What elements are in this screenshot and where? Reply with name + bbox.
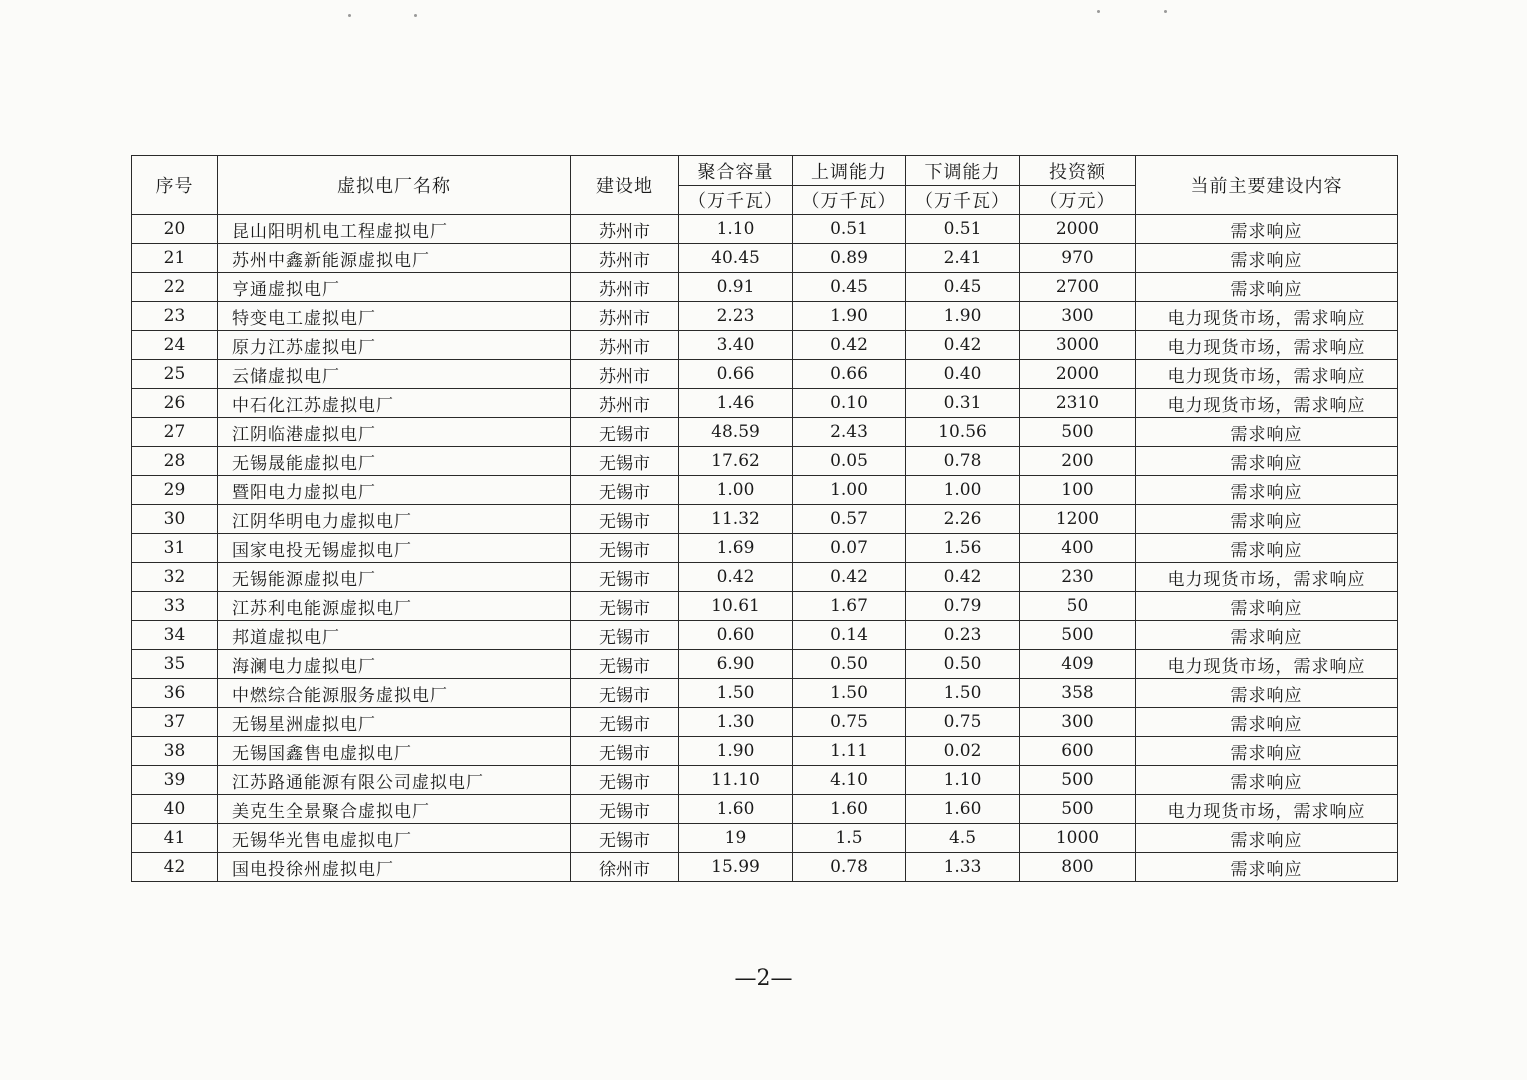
cell-name: 无锡国鑫售电虚拟电厂 bbox=[218, 737, 571, 766]
cell-capacity: 11.32 bbox=[679, 505, 793, 534]
cell-investment: 300 bbox=[1020, 708, 1136, 737]
cell-capacity: 15.99 bbox=[679, 853, 793, 882]
cell-location: 无锡市 bbox=[571, 708, 679, 737]
cell-down: 0.31 bbox=[906, 389, 1020, 418]
cell-location: 无锡市 bbox=[571, 650, 679, 679]
cell-index: 40 bbox=[132, 795, 218, 824]
cell-down: 0.50 bbox=[906, 650, 1020, 679]
table-row bbox=[132, 244, 1398, 273]
cell-location: 无锡市 bbox=[571, 418, 679, 447]
table-row bbox=[132, 215, 1398, 244]
cell-down: 1.00 bbox=[906, 476, 1020, 505]
header-down-capacity: 下调能力 bbox=[906, 156, 1020, 186]
cell-location: 苏州市 bbox=[571, 273, 679, 302]
cell-investment: 1200 bbox=[1020, 505, 1136, 534]
cell-investment: 50 bbox=[1020, 592, 1136, 621]
scan-speck bbox=[1164, 10, 1167, 13]
cell-down: 0.42 bbox=[906, 563, 1020, 592]
cell-up: 2.43 bbox=[793, 418, 906, 447]
cell-index: 32 bbox=[132, 563, 218, 592]
cell-down: 0.78 bbox=[906, 447, 1020, 476]
cell-content: 电力现货市场，需求响应 bbox=[1136, 331, 1398, 360]
cell-location: 无锡市 bbox=[571, 737, 679, 766]
cell-content: 需求响应 bbox=[1136, 737, 1398, 766]
cell-down: 0.45 bbox=[906, 273, 1020, 302]
scan-speck bbox=[414, 14, 417, 17]
cell-down: 2.41 bbox=[906, 244, 1020, 273]
header-up-unit: （万千瓦） bbox=[793, 186, 906, 215]
cell-down: 10.56 bbox=[906, 418, 1020, 447]
table-row bbox=[132, 795, 1398, 824]
cell-investment: 500 bbox=[1020, 621, 1136, 650]
cell-investment: 358 bbox=[1020, 679, 1136, 708]
cell-content: 需求响应 bbox=[1136, 505, 1398, 534]
cell-location: 无锡市 bbox=[571, 679, 679, 708]
cell-capacity: 0.42 bbox=[679, 563, 793, 592]
cell-location: 无锡市 bbox=[571, 476, 679, 505]
cell-down: 1.33 bbox=[906, 853, 1020, 882]
cell-name: 昆山阳明机电工程虚拟电厂 bbox=[218, 215, 571, 244]
cell-location: 无锡市 bbox=[571, 534, 679, 563]
cell-down: 4.5 bbox=[906, 824, 1020, 853]
cell-down: 0.40 bbox=[906, 360, 1020, 389]
cell-investment: 230 bbox=[1020, 563, 1136, 592]
cell-investment: 800 bbox=[1020, 853, 1136, 882]
header-row bbox=[132, 156, 1398, 186]
cell-up: 0.10 bbox=[793, 389, 906, 418]
cell-name: 原力江苏虚拟电厂 bbox=[218, 331, 571, 360]
table-row bbox=[132, 447, 1398, 476]
header-down-unit: （万千瓦） bbox=[906, 186, 1020, 215]
cell-index: 34 bbox=[132, 621, 218, 650]
cell-content: 需求响应 bbox=[1136, 766, 1398, 795]
cell-content: 需求响应 bbox=[1136, 592, 1398, 621]
cell-capacity: 17.62 bbox=[679, 447, 793, 476]
cell-content: 电力现货市场，需求响应 bbox=[1136, 302, 1398, 331]
cell-content: 需求响应 bbox=[1136, 853, 1398, 882]
table-row bbox=[132, 621, 1398, 650]
cell-up: 4.10 bbox=[793, 766, 906, 795]
cell-capacity: 0.60 bbox=[679, 621, 793, 650]
cell-capacity: 1.30 bbox=[679, 708, 793, 737]
cell-investment: 2700 bbox=[1020, 273, 1136, 302]
scan-speck bbox=[1097, 10, 1100, 13]
cell-index: 23 bbox=[132, 302, 218, 331]
cell-location: 无锡市 bbox=[571, 505, 679, 534]
cell-down: 0.51 bbox=[906, 215, 1020, 244]
cell-name: 国家电投无锡虚拟电厂 bbox=[218, 534, 571, 563]
cell-name: 中燃综合能源服务虚拟电厂 bbox=[218, 679, 571, 708]
cell-index: 27 bbox=[132, 418, 218, 447]
cell-up: 1.90 bbox=[793, 302, 906, 331]
table-row bbox=[132, 737, 1398, 766]
cell-content: 电力现货市场，需求响应 bbox=[1136, 650, 1398, 679]
cell-name: 江阴临港虚拟电厂 bbox=[218, 418, 571, 447]
cell-capacity: 1.10 bbox=[679, 215, 793, 244]
cell-index: 28 bbox=[132, 447, 218, 476]
header-capacity: 聚合容量 bbox=[679, 156, 793, 186]
cell-index: 42 bbox=[132, 853, 218, 882]
cell-index: 21 bbox=[132, 244, 218, 273]
cell-up: 0.42 bbox=[793, 563, 906, 592]
cell-down: 1.10 bbox=[906, 766, 1020, 795]
cell-investment: 400 bbox=[1020, 534, 1136, 563]
cell-name: 江阴华明电力虚拟电厂 bbox=[218, 505, 571, 534]
cell-location: 无锡市 bbox=[571, 563, 679, 592]
cell-down: 0.23 bbox=[906, 621, 1020, 650]
cell-location: 苏州市 bbox=[571, 302, 679, 331]
cell-up: 0.14 bbox=[793, 621, 906, 650]
cell-content: 需求响应 bbox=[1136, 708, 1398, 737]
cell-capacity: 1.60 bbox=[679, 795, 793, 824]
cell-up: 1.67 bbox=[793, 592, 906, 621]
cell-location: 无锡市 bbox=[571, 447, 679, 476]
header-investment: 投资额 bbox=[1020, 156, 1136, 186]
cell-down: 1.50 bbox=[906, 679, 1020, 708]
cell-investment: 2310 bbox=[1020, 389, 1136, 418]
cell-content: 电力现货市场，需求响应 bbox=[1136, 563, 1398, 592]
cell-index: 37 bbox=[132, 708, 218, 737]
header-location: 建设地 bbox=[571, 156, 679, 215]
cell-investment: 500 bbox=[1020, 795, 1136, 824]
cell-location: 无锡市 bbox=[571, 592, 679, 621]
cell-name: 特变电工虚拟电厂 bbox=[218, 302, 571, 331]
cell-capacity: 6.90 bbox=[679, 650, 793, 679]
cell-capacity: 48.59 bbox=[679, 418, 793, 447]
cell-down: 1.56 bbox=[906, 534, 1020, 563]
cell-capacity: 1.69 bbox=[679, 534, 793, 563]
table-row bbox=[132, 592, 1398, 621]
cell-index: 25 bbox=[132, 360, 218, 389]
cell-capacity: 1.50 bbox=[679, 679, 793, 708]
cell-index: 33 bbox=[132, 592, 218, 621]
table-row bbox=[132, 534, 1398, 563]
cell-name: 无锡晟能虚拟电厂 bbox=[218, 447, 571, 476]
scan-speck bbox=[348, 14, 351, 17]
table-row bbox=[132, 331, 1398, 360]
cell-location: 无锡市 bbox=[571, 824, 679, 853]
cell-location: 无锡市 bbox=[571, 621, 679, 650]
cell-investment: 409 bbox=[1020, 650, 1136, 679]
cell-up: 0.42 bbox=[793, 331, 906, 360]
table-row bbox=[132, 650, 1398, 679]
cell-index: 24 bbox=[132, 331, 218, 360]
header-index: 序号 bbox=[132, 156, 218, 215]
cell-content: 需求响应 bbox=[1136, 476, 1398, 505]
cell-index: 41 bbox=[132, 824, 218, 853]
cell-investment: 200 bbox=[1020, 447, 1136, 476]
cell-down: 0.42 bbox=[906, 331, 1020, 360]
cell-location: 苏州市 bbox=[571, 331, 679, 360]
cell-name: 海澜电力虚拟电厂 bbox=[218, 650, 571, 679]
cell-investment: 970 bbox=[1020, 244, 1136, 273]
header-investment-unit: （万元） bbox=[1020, 186, 1136, 215]
cell-investment: 500 bbox=[1020, 766, 1136, 795]
table-row bbox=[132, 563, 1398, 592]
cell-capacity: 40.45 bbox=[679, 244, 793, 273]
table-row bbox=[132, 708, 1398, 737]
cell-location: 无锡市 bbox=[571, 795, 679, 824]
table-row bbox=[132, 766, 1398, 795]
cell-index: 26 bbox=[132, 389, 218, 418]
cell-capacity: 19 bbox=[679, 824, 793, 853]
page-number: —2— bbox=[734, 966, 793, 991]
cell-investment: 2000 bbox=[1020, 215, 1136, 244]
table-row bbox=[132, 853, 1398, 882]
cell-up: 0.45 bbox=[793, 273, 906, 302]
cell-up: 1.50 bbox=[793, 679, 906, 708]
cell-location: 苏州市 bbox=[571, 360, 679, 389]
header-content: 当前主要建设内容 bbox=[1136, 156, 1398, 215]
cell-investment: 100 bbox=[1020, 476, 1136, 505]
cell-content: 电力现货市场，需求响应 bbox=[1136, 389, 1398, 418]
cell-name: 无锡星洲虚拟电厂 bbox=[218, 708, 571, 737]
table-row bbox=[132, 679, 1398, 708]
cell-capacity: 0.66 bbox=[679, 360, 793, 389]
table-row bbox=[132, 389, 1398, 418]
cell-down: 0.02 bbox=[906, 737, 1020, 766]
cell-content: 需求响应 bbox=[1136, 244, 1398, 273]
cell-name: 苏州中鑫新能源虚拟电厂 bbox=[218, 244, 571, 273]
cell-up: 0.78 bbox=[793, 853, 906, 882]
cell-up: 0.89 bbox=[793, 244, 906, 273]
cell-name: 云储虚拟电厂 bbox=[218, 360, 571, 389]
cell-content: 需求响应 bbox=[1136, 679, 1398, 708]
cell-investment: 2000 bbox=[1020, 360, 1136, 389]
cell-investment: 500 bbox=[1020, 418, 1136, 447]
cell-content: 电力现货市场，需求响应 bbox=[1136, 795, 1398, 824]
cell-location: 苏州市 bbox=[571, 389, 679, 418]
cell-index: 36 bbox=[132, 679, 218, 708]
cell-index: 29 bbox=[132, 476, 218, 505]
table-row bbox=[132, 505, 1398, 534]
cell-investment: 300 bbox=[1020, 302, 1136, 331]
cell-investment: 1000 bbox=[1020, 824, 1136, 853]
cell-down: 2.26 bbox=[906, 505, 1020, 534]
cell-up: 0.51 bbox=[793, 215, 906, 244]
cell-up: 0.75 bbox=[793, 708, 906, 737]
cell-content: 电力现货市场，需求响应 bbox=[1136, 360, 1398, 389]
cell-capacity: 0.91 bbox=[679, 273, 793, 302]
cell-name: 美克生全景聚合虚拟电厂 bbox=[218, 795, 571, 824]
cell-down: 0.79 bbox=[906, 592, 1020, 621]
cell-capacity: 11.10 bbox=[679, 766, 793, 795]
cell-index: 39 bbox=[132, 766, 218, 795]
cell-capacity: 3.40 bbox=[679, 331, 793, 360]
cell-index: 35 bbox=[132, 650, 218, 679]
cell-capacity: 2.23 bbox=[679, 302, 793, 331]
cell-name: 江苏利电能源虚拟电厂 bbox=[218, 592, 571, 621]
cell-content: 需求响应 bbox=[1136, 447, 1398, 476]
cell-index: 31 bbox=[132, 534, 218, 563]
cell-index: 38 bbox=[132, 737, 218, 766]
header-capacity-unit: （万千瓦） bbox=[679, 186, 793, 215]
cell-down: 1.90 bbox=[906, 302, 1020, 331]
cell-content: 需求响应 bbox=[1136, 621, 1398, 650]
cell-location: 徐州市 bbox=[571, 853, 679, 882]
table-row bbox=[132, 302, 1398, 331]
cell-name: 邦道虚拟电厂 bbox=[218, 621, 571, 650]
cell-up: 0.57 bbox=[793, 505, 906, 534]
cell-content: 需求响应 bbox=[1136, 534, 1398, 563]
table-row bbox=[132, 476, 1398, 505]
cell-name: 江苏路通能源有限公司虚拟电厂 bbox=[218, 766, 571, 795]
cell-content: 需求响应 bbox=[1136, 273, 1398, 302]
virtual-power-plant-table bbox=[131, 155, 1398, 882]
cell-content: 需求响应 bbox=[1136, 215, 1398, 244]
cell-up: 0.05 bbox=[793, 447, 906, 476]
cell-capacity: 1.00 bbox=[679, 476, 793, 505]
cell-up: 1.5 bbox=[793, 824, 906, 853]
cell-content: 需求响应 bbox=[1136, 418, 1398, 447]
table-row bbox=[132, 418, 1398, 447]
cell-down: 1.60 bbox=[906, 795, 1020, 824]
cell-index: 20 bbox=[132, 215, 218, 244]
cell-index: 22 bbox=[132, 273, 218, 302]
cell-down: 0.75 bbox=[906, 708, 1020, 737]
cell-capacity: 1.46 bbox=[679, 389, 793, 418]
table-row bbox=[132, 273, 1398, 302]
cell-up: 1.00 bbox=[793, 476, 906, 505]
cell-up: 0.50 bbox=[793, 650, 906, 679]
cell-name: 亨通虚拟电厂 bbox=[218, 273, 571, 302]
cell-capacity: 10.61 bbox=[679, 592, 793, 621]
cell-location: 苏州市 bbox=[571, 215, 679, 244]
cell-up: 1.60 bbox=[793, 795, 906, 824]
table-row bbox=[132, 824, 1398, 853]
cell-name: 中石化江苏虚拟电厂 bbox=[218, 389, 571, 418]
cell-location: 苏州市 bbox=[571, 244, 679, 273]
cell-name: 无锡华光售电虚拟电厂 bbox=[218, 824, 571, 853]
cell-investment: 600 bbox=[1020, 737, 1136, 766]
cell-investment: 3000 bbox=[1020, 331, 1136, 360]
cell-up: 0.07 bbox=[793, 534, 906, 563]
cell-content: 需求响应 bbox=[1136, 824, 1398, 853]
cell-up: 1.11 bbox=[793, 737, 906, 766]
header-name: 虚拟电厂名称 bbox=[218, 156, 571, 215]
cell-name: 无锡能源虚拟电厂 bbox=[218, 563, 571, 592]
cell-name: 暨阳电力虚拟电厂 bbox=[218, 476, 571, 505]
table-row bbox=[132, 360, 1398, 389]
cell-name: 国电投徐州虚拟电厂 bbox=[218, 853, 571, 882]
cell-index: 30 bbox=[132, 505, 218, 534]
cell-location: 无锡市 bbox=[571, 766, 679, 795]
cell-capacity: 1.90 bbox=[679, 737, 793, 766]
header-up-capacity: 上调能力 bbox=[793, 156, 906, 186]
cell-up: 0.66 bbox=[793, 360, 906, 389]
